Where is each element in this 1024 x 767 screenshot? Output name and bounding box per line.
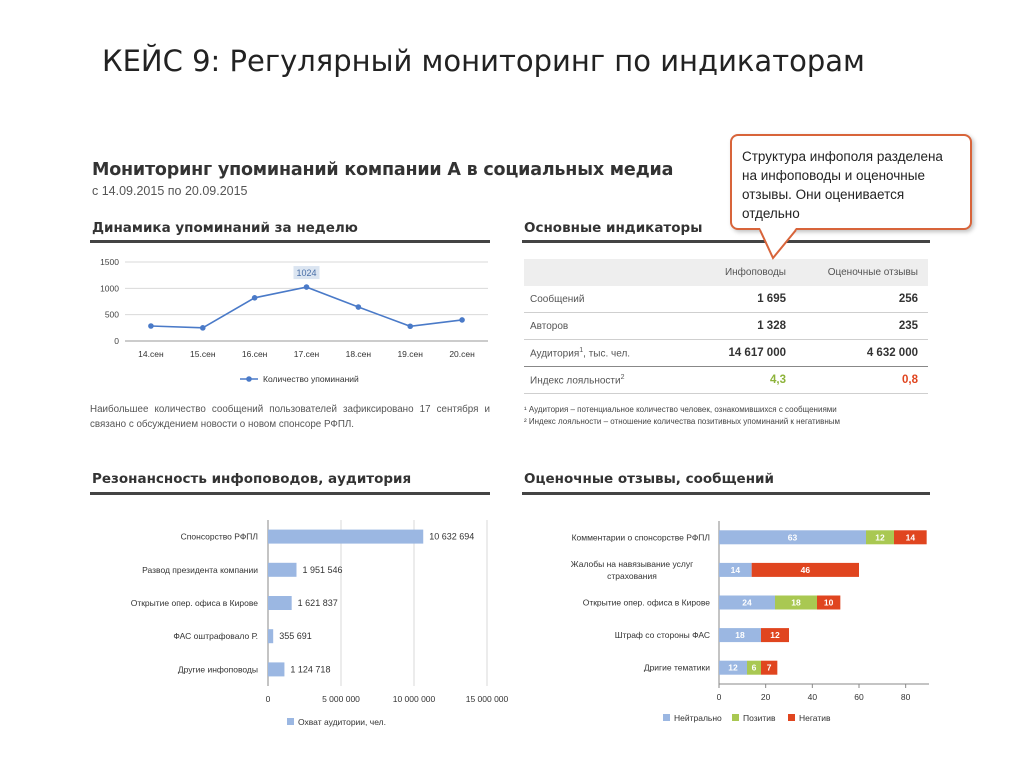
indicators-section-title: Основные индикаторы	[524, 220, 703, 236]
segment-label: 18	[791, 597, 801, 608]
resonance-section-rule	[90, 492, 490, 495]
footnote-audience: ¹ Аудитория – потенциальное количество человек, ознакомившихся с сообщениями	[524, 405, 837, 414]
category-label: Жалобы на навязывание услуг	[570, 558, 694, 569]
report-title: Мониторинг упоминаний компании А в социальных медиа	[92, 160, 674, 180]
series-line	[151, 287, 462, 328]
data-point	[304, 284, 310, 290]
category-label: Другие инфоповоды	[177, 664, 258, 675]
category-label: Открытие опер. офиса в Кирове	[582, 597, 710, 608]
resonance-section-title: Резонансность инфоповодов, аудитория	[92, 471, 412, 487]
value-label: 10 632 694	[429, 531, 475, 542]
weekly-note: Наибольшее количество сообщений пользователей зафиксировано 17 сентября и связано с обсуждением новости о новом спонсоре РФПЛ.	[90, 404, 490, 430]
x-tick-label: 80	[900, 692, 911, 702]
category-label: Спонсорство РФПЛ	[180, 531, 258, 542]
category-label: Штраф со стороны ФАС	[614, 630, 710, 641]
data-point	[459, 317, 465, 323]
legend-swatch	[732, 714, 739, 721]
loyalty-index-negative: 0,8	[796, 367, 928, 394]
table-row	[524, 286, 928, 313]
legend-label: Нейтрально	[674, 713, 722, 723]
x-tick-label: 40	[807, 692, 818, 702]
indicators-header-row	[524, 259, 928, 286]
report-date-range: с 14.09.2015 по 20.09.2015	[92, 184, 248, 198]
segment-label: 7	[766, 662, 772, 673]
data-point	[200, 325, 206, 331]
data-point	[252, 295, 258, 301]
segment-label: 18	[735, 630, 745, 641]
x-tick-label: 18.сен	[345, 349, 372, 359]
reviews-stacked-chart	[520, 500, 940, 735]
x-tick-label: 10 000 000	[392, 694, 436, 704]
row-value-infopovody: 1 328	[684, 313, 796, 340]
y-tick-label: 0	[114, 336, 119, 346]
y-tick-label: 1500	[100, 257, 119, 267]
footnote-loyalty: ² Индекс лояльности – отношение количества позитивных упоминаний к негативным	[524, 417, 841, 426]
row-label: Сообщений	[524, 286, 684, 313]
slide-title: КЕЙС 9: Регулярный мониторинг по индикаторам	[102, 44, 865, 78]
x-tick-label: 19.сен	[397, 349, 423, 359]
y-tick-label: 500	[104, 309, 119, 320]
legend-swatch	[788, 714, 795, 721]
x-tick-label: 5 000 000	[322, 694, 360, 704]
value-label: 1 124 718	[290, 664, 331, 675]
legend-label: Количество упоминаний	[263, 374, 359, 384]
segment-label: 14	[730, 564, 741, 575]
row-label: Индекс лояльности$^2$	[524, 367, 684, 394]
row-value-reviews: 256	[796, 286, 928, 313]
indicators-table	[524, 259, 928, 394]
x-tick-label: 0	[265, 694, 271, 704]
category-label: ФАС оштрафовало Р.	[173, 631, 258, 642]
row-label: Аудитория$^1$, тыс. чел.	[524, 340, 684, 367]
data-point	[356, 304, 362, 310]
weekly-line-chart	[90, 250, 495, 395]
x-tick-label: 0	[716, 692, 722, 702]
segment-label: 10	[823, 597, 834, 608]
loyalty-index-positive: 4,3	[684, 367, 796, 394]
segment-label: 46	[800, 564, 811, 575]
callout-pointer	[750, 226, 810, 262]
data-point	[148, 323, 154, 329]
x-tick-label: 16.сен	[241, 349, 268, 359]
bar	[268, 596, 292, 610]
segment-label: 12	[875, 532, 885, 543]
value-label: 1 621 837	[297, 598, 338, 608]
indicators-section-rule	[522, 240, 930, 243]
category-label: Открытие опер. офиса в Кирове	[130, 598, 258, 608]
bar	[268, 662, 284, 676]
category-label: Комментарии о спонсорстве РФПЛ	[571, 532, 710, 543]
x-tick-label: 20.сен	[449, 349, 475, 359]
row-value-infopovody: 14 617 000	[684, 340, 796, 367]
value-label: 1 951 546	[302, 564, 343, 575]
segment-label: 6	[751, 662, 757, 673]
row-label: Авторов	[524, 313, 684, 340]
data-label: 1024	[296, 268, 317, 279]
row-value-infopovody: 1 695	[684, 286, 796, 313]
table-row	[524, 313, 928, 340]
weekly-section-title: Динамика упоминаний за неделю	[92, 220, 358, 236]
y-tick-label: 1000	[100, 283, 119, 294]
table-row	[524, 340, 928, 367]
x-tick-label: 60	[854, 692, 864, 702]
x-tick-label: 15.сен	[190, 349, 216, 359]
value-label: 355 691	[279, 631, 312, 642]
table-row	[524, 367, 928, 394]
col-header-infopovody: Инфоповоды	[684, 259, 796, 286]
segment-label: 12	[728, 662, 738, 673]
legend-label: Позитив	[743, 713, 776, 723]
x-tick-label: 15 000 000	[465, 694, 509, 704]
bar	[268, 530, 423, 544]
x-tick-label: 17.сен	[293, 349, 320, 359]
weekly-section-rule	[90, 240, 490, 243]
legend-label: Охват аудитории, чел.	[298, 717, 386, 727]
callout-box: Структура инфополя разделена на инфоповоды и оценочные отзывы. Они оценивается отдельно	[730, 134, 972, 230]
col-header-reviews: Оценочные отзывы	[796, 259, 928, 286]
segment-label: 24	[742, 597, 752, 608]
category-label: Дригие тематики	[643, 662, 710, 673]
legend-label: Негатив	[799, 713, 831, 723]
reviews-section-title: Оценочные отзывы, сообщений	[524, 471, 774, 487]
row-value-reviews: 235	[796, 313, 928, 340]
legend-swatch	[287, 718, 294, 725]
x-tick-label: 14.сен	[138, 349, 164, 359]
data-point	[407, 323, 413, 329]
category-label: Развод президента компании	[142, 564, 258, 575]
row-value-reviews: 4 632 000	[796, 340, 928, 367]
bar	[268, 629, 273, 643]
legend-swatch	[663, 714, 670, 721]
segment-label: 63	[787, 532, 798, 543]
x-tick-label: 20	[760, 692, 771, 702]
category-label: страхования	[607, 570, 657, 581]
legend-marker	[246, 376, 252, 382]
resonance-bar-chart	[90, 500, 509, 735]
bar	[268, 563, 296, 577]
segment-label: 14	[905, 532, 916, 543]
reviews-section-rule	[522, 492, 930, 495]
segment-label: 12	[770, 630, 780, 641]
